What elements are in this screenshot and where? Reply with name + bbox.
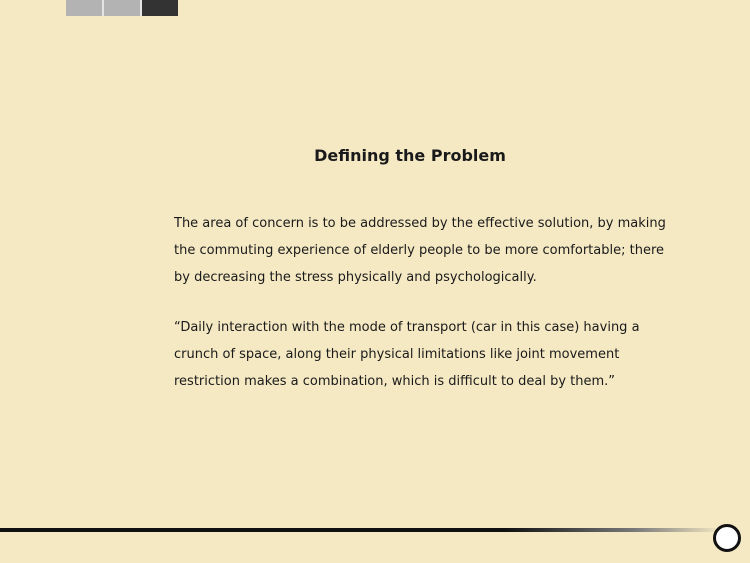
circle-decoration-icon [713, 524, 741, 552]
paragraph-line: The area of concern is to be addressed by the effective solution, by making [174, 216, 666, 231]
quote-line: “Daily interaction with the mode of transport (car in this case) having a [174, 320, 640, 335]
quote-line: crunch of space, along their physical limitations like joint movement [174, 347, 620, 362]
paragraph-line: by decreasing the stress physically and psychologically. [174, 270, 537, 285]
slide-title: Defining the Problem [314, 146, 506, 165]
paragraph-line: the commuting experience of elderly people to be more comfortable; there [174, 243, 664, 258]
tab-block-3 [142, 0, 178, 16]
quote-paragraph [174, 314, 654, 395]
tab-block-2 [104, 0, 140, 16]
top-decoration-tabs [66, 0, 178, 16]
bottom-rule-divider [0, 528, 722, 532]
tab-block-1 [66, 0, 102, 16]
problem-paragraph [174, 210, 666, 291]
quote-line: restriction makes a combination, which is difficult to deal by them.” [174, 374, 616, 389]
